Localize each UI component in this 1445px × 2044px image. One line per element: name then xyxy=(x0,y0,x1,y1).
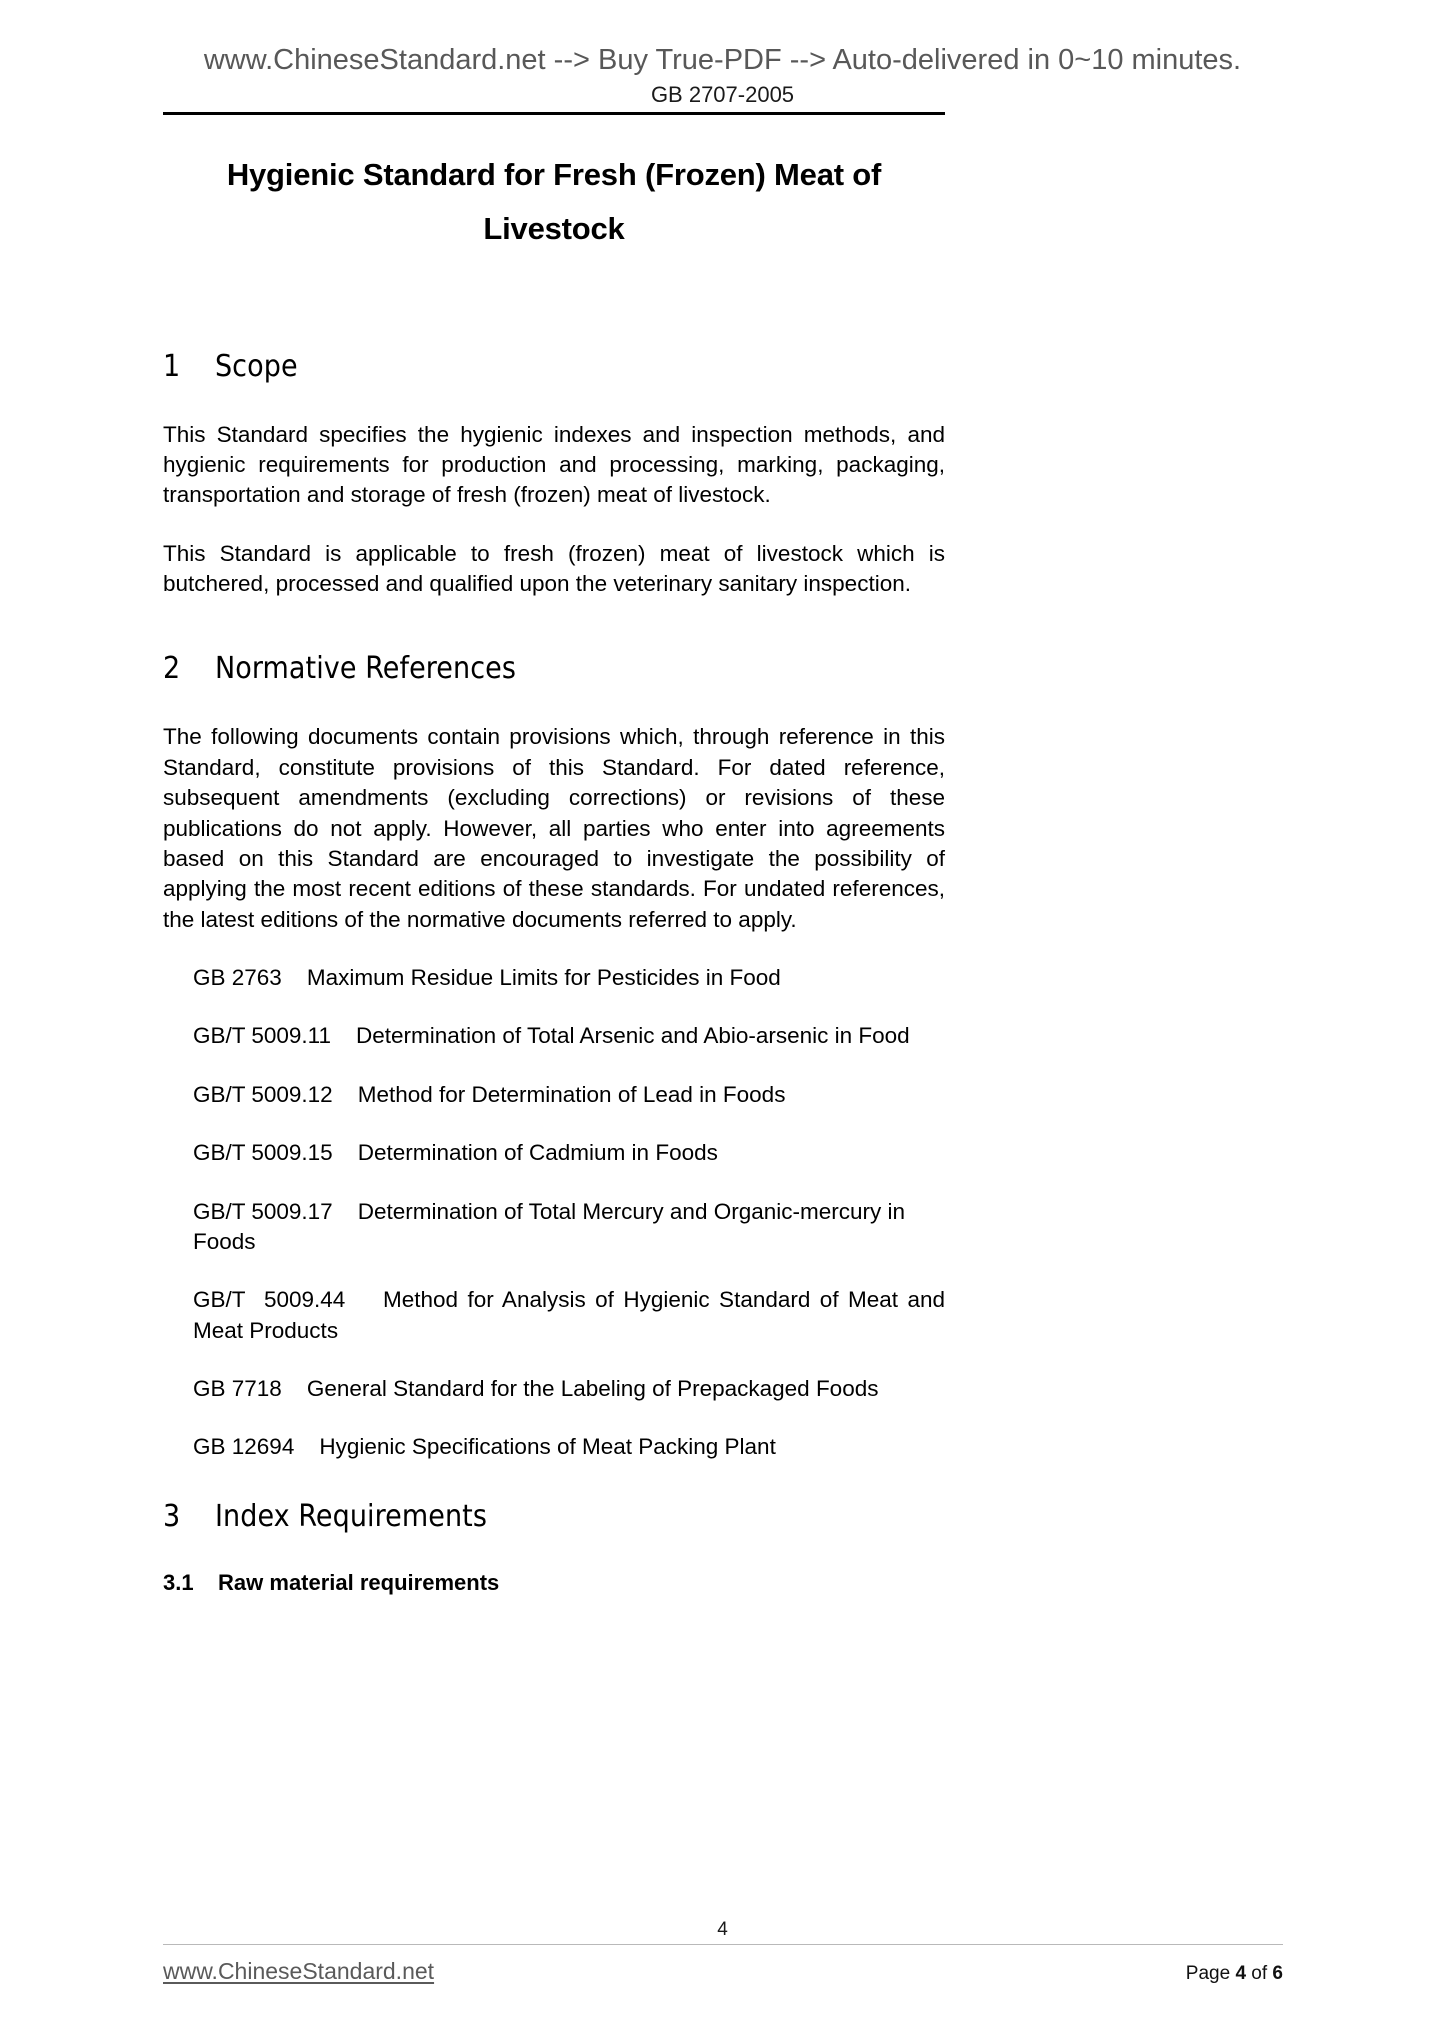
scope-paragraph-1: This Standard specifies the hygienic indexes and inspection methods, and hygienic requirements for production and processing, marking, packaging, transportation and storage of fresh (frozen) meat of livestock. xyxy=(163,421,945,508)
reference-title: Determination of Total Mercury and Organic-mercury in Foods xyxy=(193,1198,905,1254)
reference-item xyxy=(163,963,945,993)
reference-title: Determination of Total Arsenic and Abio-arsenic in Food xyxy=(356,1023,910,1049)
reference-code: GB 2763 xyxy=(193,965,282,990)
reference-title: General Standard for the Labeling of Prepackaged Foods xyxy=(306,1376,879,1401)
reference-item xyxy=(163,1197,945,1258)
header-divider xyxy=(163,112,945,115)
reference-item xyxy=(163,1285,945,1346)
reference-item xyxy=(163,1080,945,1110)
scope-paragraph-2: This Standard is applicable to fresh (frozen) meat of livestock which is butchered, processed and qualified upon the veterinary sanitary inspection. xyxy=(163,540,945,596)
footer-page-of-current: 4 xyxy=(1235,1963,1247,1984)
reference-gap xyxy=(333,1082,358,1107)
reference-code: GB/T 5009.17 xyxy=(193,1198,333,1224)
document-title-line-1: Hygienic Standard for Fresh (Frozen) Meat of xyxy=(226,157,882,192)
reference-gap xyxy=(345,1287,383,1312)
reference-item xyxy=(163,1432,945,1462)
normative-references-intro: The following documents contain provisions which, through reference in this Standard, constitute provisions of this Standard. For dated reference, subsequent amendments (excluding corrections) or revisions of these publications do not apply. However, all parties who enter into agreements based on this Standard are encouraged to investigate the possibility of applying the most recent editions of these standards. For undated references, the latest editions of the normative documents referred to apply. xyxy=(163,724,945,932)
footer-page-of-total: 6 xyxy=(1272,1963,1283,1984)
reference-code: GB 7718 xyxy=(193,1376,282,1401)
reference-gap xyxy=(294,1434,319,1459)
footer-page-number: 4 xyxy=(717,1919,728,1940)
reference-code: GB/T 5009.15 xyxy=(193,1140,333,1166)
section-heading-scope: 1 Scope xyxy=(163,348,298,384)
section-heading-index-requirements: 3 Index Requirements xyxy=(163,1498,488,1534)
reference-gap xyxy=(282,965,307,990)
reference-code: GB/T 5009.11 xyxy=(193,1023,332,1049)
reference-gap xyxy=(282,1376,307,1401)
footer-page-of xyxy=(1186,1963,1283,1985)
reference-code: GB/T 5009.12 xyxy=(193,1081,333,1107)
page-content-column xyxy=(163,130,945,1596)
footer-page-of-prefix: Page xyxy=(1185,1963,1236,1984)
reference-code: GB 12694 xyxy=(193,1434,295,1460)
promo-banner-text: www.ChineseStandard.net --> Buy True-PDF --> Auto-delivered in 0~10 minutes. xyxy=(203,44,1242,76)
footer-divider xyxy=(163,1944,1283,1945)
reference-gap xyxy=(333,1140,358,1165)
subsection-heading-raw-material-requirements: 3.1 Raw material requirements xyxy=(163,1569,500,1595)
standard-number-header: GB 2707-2005 xyxy=(650,82,795,107)
reference-title: Maximum Residue Limits for Pesticides in Food xyxy=(306,965,781,990)
reference-item xyxy=(163,1374,945,1404)
footer-site-link[interactable]: www.ChineseStandard.net xyxy=(163,1958,435,1984)
reference-gap xyxy=(331,1023,356,1048)
document-title xyxy=(163,130,945,257)
document-title-line-2: Livestock xyxy=(483,211,625,247)
reference-title: Method for Analysis of Hygienic Standard of Meat and Meat Products xyxy=(193,1287,945,1343)
reference-item xyxy=(163,1138,945,1168)
reference-title: Determination of Cadmium in Foods xyxy=(357,1140,718,1166)
reference-title: Hygienic Specifications of Meat Packing Plant xyxy=(319,1434,776,1460)
section-heading-normative-references: 2 Normative References xyxy=(163,651,517,687)
reference-gap xyxy=(333,1199,358,1224)
reference-item xyxy=(163,1021,945,1051)
reference-code: GB/T 5009.44 xyxy=(193,1287,346,1313)
footer-page-of-middle: of xyxy=(1246,1963,1273,1984)
reference-title: Method for Determination of Lead in Foods xyxy=(357,1081,786,1107)
